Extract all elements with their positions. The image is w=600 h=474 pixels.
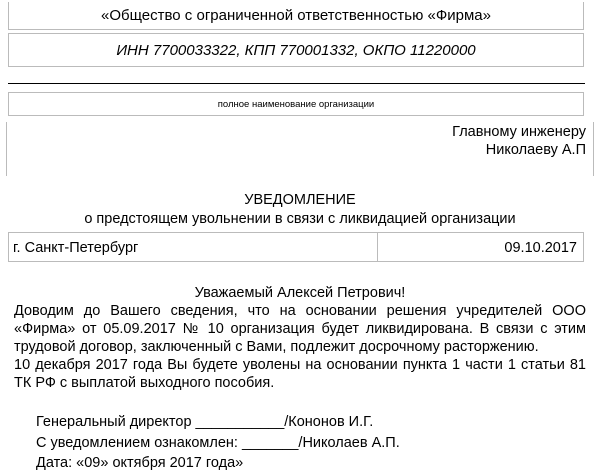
paragraph-2: 10 декабря 2017 года Вы будете уволены на основании пункта 1 части 1 статьи 81 ТК РФ с выплатой выходного пособия.	[14, 357, 586, 391]
document-title: УВЕДОМЛЕНИЕ	[244, 192, 356, 208]
place-date-table	[8, 232, 584, 262]
document-subtitle: о предстоящем увольнении в связи с ликвидацией организации	[84, 211, 516, 227]
letter-body	[14, 284, 586, 392]
greeting: Уважаемый Алексей Петрович!	[194, 285, 406, 301]
divider	[8, 83, 585, 84]
recipient-name: Николаеву А.П	[485, 142, 586, 158]
signature-date: Дата: «09» октября 2017 года»	[36, 455, 244, 471]
org-ids: ИНН 7700033322, КПП 770001332, ОКПО 11220000	[8, 33, 584, 67]
paragraph-1: Доводим до Вашего сведения, что на основании решения учредителей ООО «Фирма» от 05.09.2017 № 10 организация будет ликвидирована. В связи с этим трудовой договор, заключенный с Вами, подлежит досрочному расторжению.	[14, 303, 586, 355]
acknowledgement-signature: С уведомлением ознакомлен: _______/Николаев А.П.	[36, 434, 400, 451]
org-name: «Общество с ограниченной ответственностью «Фирма»	[8, 2, 584, 30]
date: 09.10.2017	[504, 240, 577, 256]
recipient	[452, 123, 586, 159]
recipient-border-left	[6, 122, 7, 176]
city: г. Санкт-Петербург	[9, 233, 378, 261]
recipient-position: Главному инженеру	[452, 124, 586, 140]
org-caption: полное наименование организации	[8, 92, 584, 116]
recipient-border-right	[593, 122, 594, 176]
director-signature: Генеральный директор ___________/Кононов И.Г.	[36, 414, 374, 430]
signatures	[36, 412, 400, 474]
